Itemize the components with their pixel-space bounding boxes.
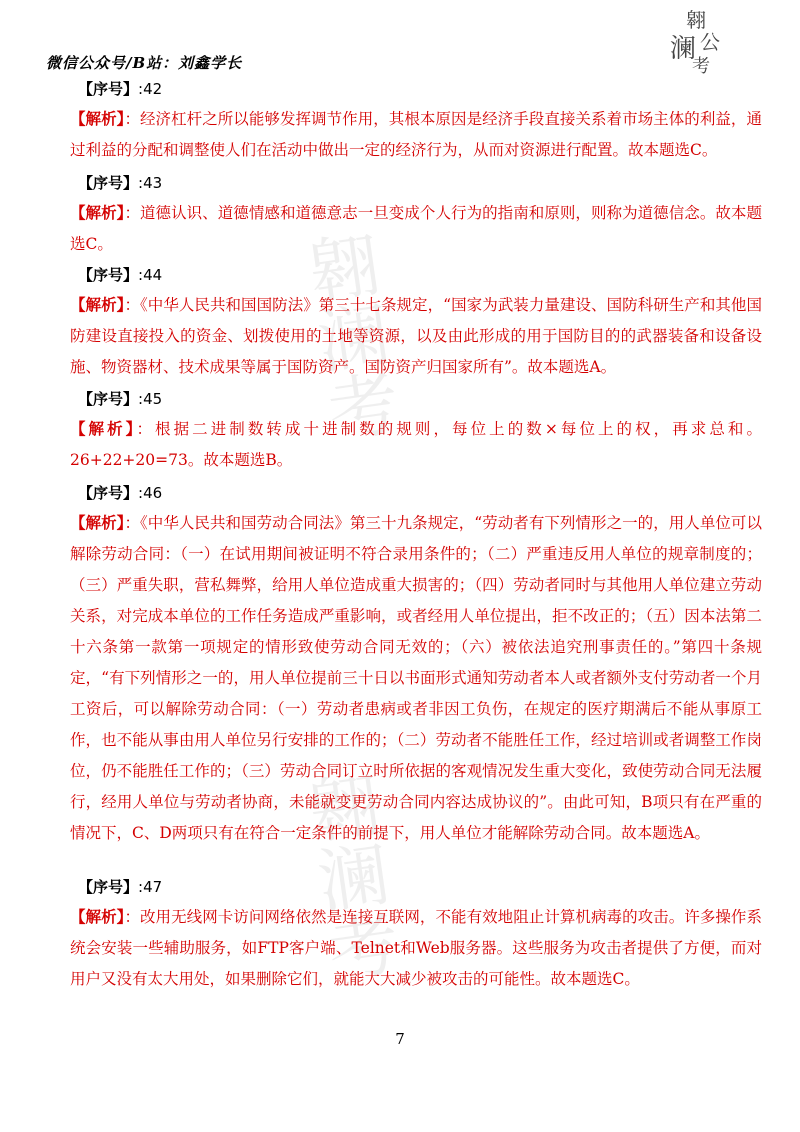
- seq-label: 【序号】: [78, 390, 139, 408]
- analysis-label: 【解析】: [70, 296, 125, 314]
- answer-entry: [70, 388, 762, 476]
- answer-entry: [70, 78, 762, 166]
- analysis-paragraph: [70, 414, 762, 476]
- seq-value: :45: [138, 390, 163, 408]
- seq-line: [70, 482, 762, 504]
- analysis-text: ：道德认识、道德情感和道德意志一旦变成个人行为的指南和原则，则称为道德信念。故本题选C。: [70, 204, 762, 253]
- analysis-paragraph: [70, 104, 762, 166]
- answer-entry: [70, 876, 762, 995]
- analysis-text: ：经济杠杆之所以能够发挥调节作用，其根本原因是经济手段直接关系着市场主体的利益，通过利益的分配和调整使人们在活动中做出一定的经济行为，从而对资源进行配置。故本题选C。: [70, 110, 762, 159]
- analysis-text: ：改用无线网卡访问网络依然是连接互联网，不能有效地阻止计算机病毒的攻击。许多操作系统会安装一些辅助服务，如FTP客户端、Telnet和Web服务器。这些服务为攻击者提供了方便，而对用户又没有太大用处，如果删除它们，就能大大减少被攻击的可能性。故本题选C。: [70, 908, 762, 988]
- header-note: 微信公众号/B站：刘鑫学长: [46, 54, 243, 72]
- analysis-paragraph: [70, 902, 762, 995]
- seq-label: 【序号】: [78, 266, 139, 284]
- analysis-paragraph: [70, 508, 762, 849]
- seq-value: :42: [138, 80, 163, 98]
- analysis-text: ：根据二进制数转成十进制数的规则，每位上的数×每位上的权，再求总和。26+22+20=73。故本题选B。: [70, 420, 762, 469]
- brand-logo: 翱 澜 公 考: [670, 8, 720, 77]
- answer-entry: [70, 264, 762, 383]
- seq-line: [70, 264, 762, 286]
- analysis-label: 【解析】: [70, 110, 125, 128]
- analysis-label: 【解析】: [70, 204, 125, 222]
- seq-label: 【序号】: [78, 174, 139, 192]
- seq-line: [70, 876, 762, 898]
- seq-value: :44: [138, 266, 163, 284]
- analysis-label: 【解析】: [70, 420, 137, 438]
- seq-value: :46: [138, 484, 163, 502]
- answer-entry: [70, 172, 762, 260]
- answer-entry: [70, 482, 762, 849]
- seq-value: :47: [138, 878, 163, 896]
- analysis-paragraph: [70, 198, 762, 260]
- seq-line: [70, 78, 762, 100]
- page-number: 7: [395, 1030, 405, 1048]
- seq-line: [70, 388, 762, 410]
- seq-value: :43: [138, 174, 163, 192]
- watermark: 翱 澜 考: [303, 763, 405, 994]
- analysis-paragraph: [70, 290, 762, 383]
- analysis-label: 【解析】: [70, 514, 125, 532]
- analysis-label: 【解析】: [70, 908, 125, 926]
- seq-label: 【序号】: [78, 878, 139, 896]
- analysis-text: ：《中华人民共和国国防法》第三十七条规定，“国家为武装力量建设、国防科研生产和其他国防建设直接投入的资金、划拨使用的土地等资源，以及由此形成的用于国防目的的武器装备和设备设施、物资器材、技术成果等属于国防资产。国防资产归国家所有”。故本题选A。: [70, 296, 762, 376]
- seq-label: 【序号】: [78, 80, 139, 98]
- seq-label: 【序号】: [78, 484, 139, 502]
- analysis-text: ：《中华人民共和国劳动合同法》第三十九条规定，“劳动者有下列情形之一的，用人单位可以解除劳动合同：（一）在试用期间被证明不符合录用条件的；（二）严重违反用人单位的规章制度的；（三）严重失职，营私舞弊，给用人单位造成重大损害的；（四）劳动者同时与其他用人单位建立劳动关系，对完成本单位的工作任务造成严重影响，或者经用人单位提出，拒不改正的；（五）因本法第二十六条第一款第一项规定的情形致使劳动合同无效的；（六）被依法追究刑事责任的。”第四十条规定，“有下列情形之一的，用人单位提前三十日以书面形式通知劳动者本人或者额外支付劳动者一个月工资后，可以解除劳动合同：（一）劳动者患病或者非因工负伤，在规定的医疗期满后不能从事原工作，也不能从事由用人单位另行安排的工作的；（二）劳动者不能胜任工作，经过培训或者调整工作岗位，仍不能胜任工作的；（三）劳动合同订立时所依据的客观情况发生重大变化，致使劳动合同无法履行，经用人单位与劳动者协商，未能就变更劳动合同内容达成协议的”。由此可知，B项只有在严重的情况下，C、D两项只有在符合一定条件的前提下，用人单位才能解除劳动合同。故本题选A。: [70, 514, 762, 842]
- watermark: 翱 澜 考: [303, 223, 405, 454]
- seq-line: [70, 172, 762, 194]
